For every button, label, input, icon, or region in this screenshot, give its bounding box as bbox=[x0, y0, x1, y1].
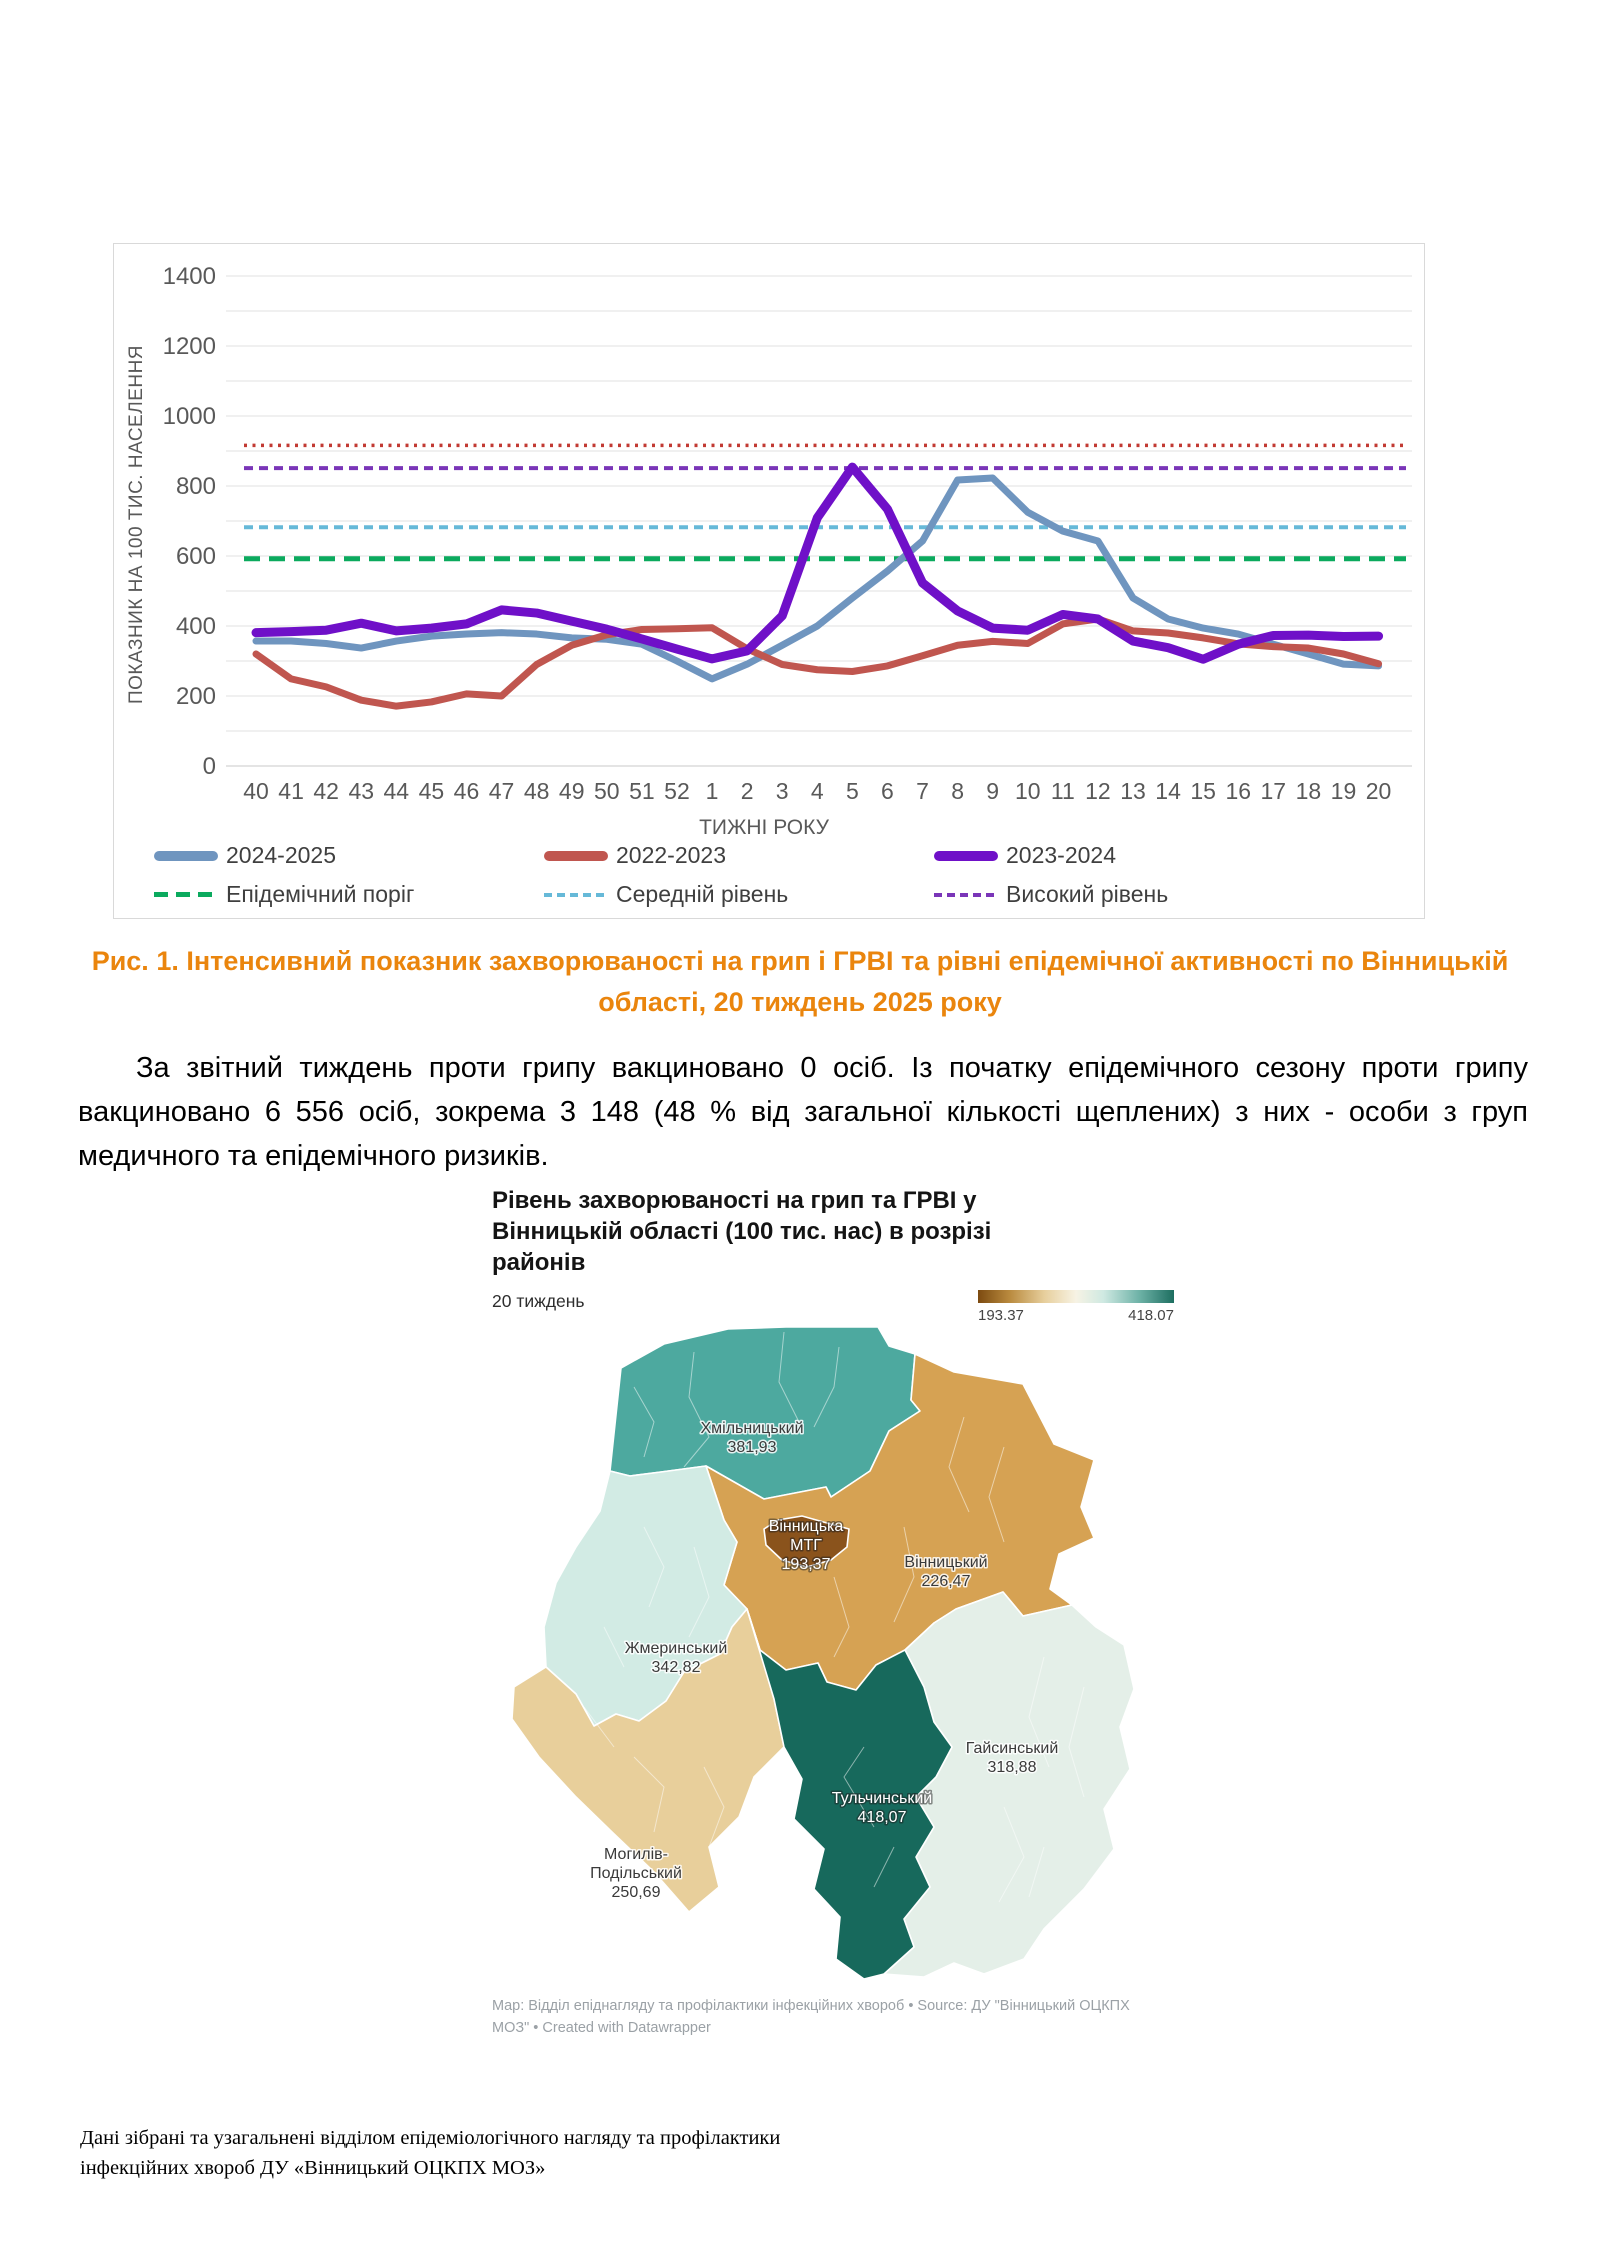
legend-label: 2023-2024 bbox=[1006, 842, 1116, 868]
svg-text:1200: 1200 bbox=[162, 333, 216, 360]
legend-item-medium-level bbox=[544, 881, 934, 908]
legend-item-2022-2023 bbox=[544, 842, 934, 869]
color-scale-bar bbox=[978, 1290, 1174, 1303]
svg-text:1400: 1400 bbox=[162, 263, 216, 290]
legend-label: Епідемічний поріг bbox=[226, 881, 415, 907]
incidence-line-chart bbox=[113, 243, 1425, 919]
legend-item-2024-2025 bbox=[154, 842, 544, 869]
svg-text:19: 19 bbox=[1330, 778, 1357, 804]
svg-text:7: 7 bbox=[916, 778, 929, 804]
svg-text:18: 18 bbox=[1295, 778, 1322, 804]
svg-text:42: 42 bbox=[313, 778, 339, 804]
map-subtitle: 20 тиждень bbox=[492, 1290, 585, 1311]
svg-text:6: 6 bbox=[881, 778, 894, 804]
threshold-swatch-high bbox=[934, 893, 998, 897]
svg-text:318,88: 318,88 bbox=[987, 1759, 1037, 1776]
svg-text:Жмеринський: Жмеринський bbox=[624, 1640, 728, 1657]
color-scale-min: 193.37 bbox=[978, 1307, 1024, 1324]
svg-text:Вінницький: Вінницький bbox=[904, 1554, 988, 1571]
svg-text:52: 52 bbox=[664, 778, 690, 804]
svg-text:200: 200 bbox=[175, 683, 216, 710]
legend-label: 2024-2025 bbox=[226, 842, 336, 868]
svg-text:10: 10 bbox=[1014, 778, 1041, 804]
svg-text:8: 8 bbox=[951, 778, 964, 804]
map-title: Рівень захворюваності на грип та ГРВІ у Вінницькій області (100 тис. нас) в розрізі районів bbox=[492, 1187, 992, 1277]
svg-text:44: 44 bbox=[383, 778, 410, 804]
svg-text:418,07: 418,07 bbox=[857, 1809, 907, 1826]
y-axis-title: ПОКАЗНИК НА 100 ТИС. НАСЕЛЕННЯ bbox=[126, 344, 147, 704]
svg-text:46: 46 bbox=[453, 778, 480, 804]
svg-text:Могилів-: Могилів- bbox=[604, 1846, 668, 1863]
svg-text:1: 1 bbox=[705, 778, 719, 804]
series-swatch-2024-2025 bbox=[154, 851, 218, 861]
svg-text:48: 48 bbox=[523, 778, 550, 804]
svg-text:Подільський: Подільський bbox=[590, 1865, 682, 1882]
svg-text:600: 600 bbox=[175, 543, 216, 570]
svg-text:400: 400 bbox=[175, 613, 216, 640]
svg-text:45: 45 bbox=[418, 778, 445, 804]
svg-text:4: 4 bbox=[810, 778, 824, 804]
legend-row-thresholds bbox=[154, 881, 1394, 908]
svg-text:342,82: 342,82 bbox=[651, 1659, 701, 1676]
svg-text:51: 51 bbox=[629, 778, 655, 804]
svg-text:49: 49 bbox=[558, 778, 585, 804]
svg-text:17: 17 bbox=[1260, 778, 1287, 804]
svg-text:1000: 1000 bbox=[162, 403, 216, 430]
x-axis-title: ТИЖНІ РОКУ bbox=[699, 816, 829, 839]
svg-text:16: 16 bbox=[1225, 778, 1252, 804]
svg-text:2: 2 bbox=[740, 778, 754, 804]
district-map bbox=[492, 1185, 1192, 2037]
svg-text:0: 0 bbox=[202, 753, 216, 780]
svg-text:12: 12 bbox=[1085, 778, 1111, 804]
legend-label: 2022-2023 bbox=[616, 842, 726, 868]
svg-text:47: 47 bbox=[488, 778, 515, 804]
threshold-swatch-epidemic bbox=[154, 892, 218, 897]
map-canvas bbox=[484, 1327, 1154, 1989]
svg-text:50: 50 bbox=[594, 778, 620, 804]
series-swatch-2023-2024 bbox=[934, 851, 998, 861]
svg-text:11: 11 bbox=[1050, 778, 1075, 804]
svg-text:Вінницька: Вінницька bbox=[768, 1518, 844, 1535]
chart-legend bbox=[154, 842, 1394, 920]
threshold-swatch-medium bbox=[544, 893, 608, 897]
legend-item-epidemic-threshold bbox=[154, 881, 544, 908]
legend-row-series bbox=[154, 842, 1394, 869]
svg-text:20: 20 bbox=[1365, 778, 1392, 804]
svg-text:226,47: 226,47 bbox=[921, 1573, 971, 1590]
svg-text:250,69: 250,69 bbox=[611, 1884, 661, 1901]
svg-text:МТГ: МТГ bbox=[790, 1537, 822, 1554]
body-paragraph: За звітний тиждень проти грипу вакциновано 0 осіб. Із початку епідемічного сезону проти грипу вакциновано 6 556 осіб, зокрема 3 148 (48 % від загальної кількості щеплених) з них - особи з груп медичного та епідемічного ризиків. bbox=[78, 1052, 1528, 1173]
svg-text:41: 41 bbox=[278, 778, 304, 804]
svg-text:15: 15 bbox=[1190, 778, 1216, 804]
color-scale-max: 418.07 bbox=[1128, 1307, 1174, 1324]
document-footer: Дані зібрані та узагальнені відділом епідеміологічного нагляду та профілактики інфекційних хвороб ДУ «Вінницький ОЦКПХ МОЗ» bbox=[80, 2127, 781, 2179]
series-swatch-2022-2023 bbox=[544, 851, 608, 861]
svg-text:193,37: 193,37 bbox=[781, 1556, 831, 1573]
svg-text:13: 13 bbox=[1120, 778, 1146, 804]
legend-label: Високий рівень bbox=[1006, 881, 1169, 907]
svg-text:Тульчинський: Тульчинський bbox=[831, 1790, 933, 1807]
figure-caption: Рис. 1. Інтенсивний показник захворюваності на грип і ГРВІ та рівні епідемічної активності по Вінницькій області, 20 тиждень 2025 року bbox=[91, 946, 1509, 1017]
svg-text:9: 9 bbox=[986, 778, 1000, 804]
svg-text:800: 800 bbox=[175, 473, 216, 500]
legend-item-2023-2024 bbox=[934, 842, 1324, 869]
legend-label: Середній рівень bbox=[616, 881, 789, 907]
line-chart-plot bbox=[144, 254, 1414, 814]
map-source-note: Map: Відділ епіднагляду та профілактики інфекційних хвороб • Source: ДУ "Вінницький ОЦКПХ МОЗ" • Created with Datawrapper bbox=[492, 1998, 1130, 2037]
svg-text:43: 43 bbox=[348, 778, 375, 804]
svg-text:381,93: 381,93 bbox=[727, 1439, 777, 1456]
legend-item-high-level bbox=[934, 881, 1324, 908]
svg-text:5: 5 bbox=[845, 778, 859, 804]
svg-text:Хмільницький: Хмільницький bbox=[700, 1420, 804, 1437]
svg-text:14: 14 bbox=[1155, 778, 1181, 804]
svg-text:3: 3 bbox=[775, 778, 789, 804]
svg-text:Гайсинський: Гайсинський bbox=[965, 1740, 1059, 1757]
svg-text:40: 40 bbox=[243, 778, 269, 804]
